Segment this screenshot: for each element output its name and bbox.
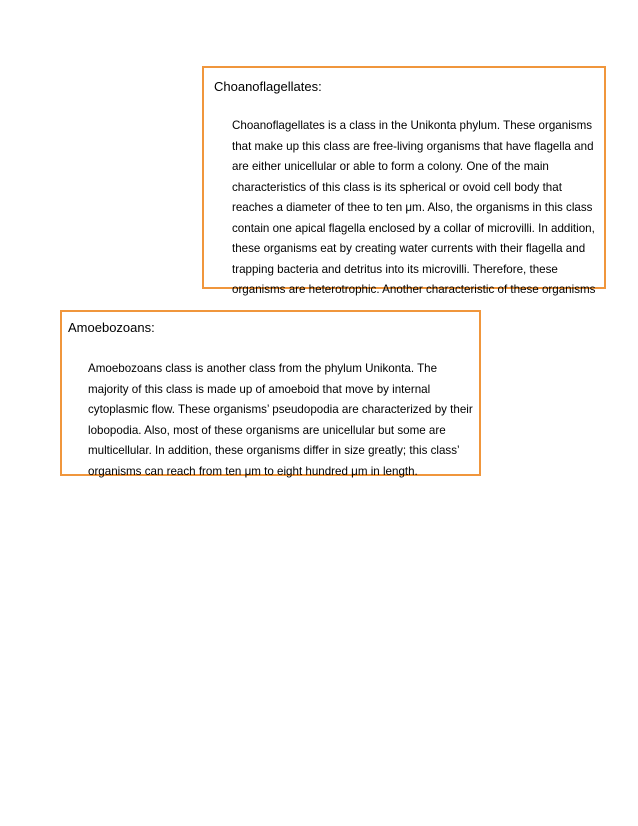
amoebozoans-heading: Amoebozoans: bbox=[68, 320, 155, 335]
choanoflagellates-heading: Choanoflagellates: bbox=[214, 79, 322, 94]
choanoflagellates-paragraph: Choanoflagellates is a class in the Unikonta phylum. These organisms that make up this class are free-living organisms that have flagella and are either unicellular or able to form a colony. One of the main characteristics of this class is its spherical or ovoid cell body that reaches a diameter of thee to ten μm. Also, the organisms in this class contain one apical flagella enclosed by a collar of microvilli. In addition, these organisms eat by creating water currents with their flagella and trapping bacteria and detritus into its microvilli. Therefore, these organisms are heterotrophic. Another characteristic of these organisms bbox=[232, 119, 596, 296]
choanoflagellates-text-box bbox=[202, 66, 606, 296]
amoebozoans-paragraph: Amoebozoans class is another class from the phylum Unikonta. The majority of this class is made up of amoeboid that move by internal cytoplasmic flow. These organisms’ pseudopodia are characterized by their lobopodia. Also, most of these organisms are unicellular but some are multicellular. In addition, these organisms differ in size greatly; this class’ organisms can reach from ten μm to eight hundred μm in length. bbox=[88, 362, 473, 478]
amoebozoans-text-box bbox=[60, 310, 481, 476]
